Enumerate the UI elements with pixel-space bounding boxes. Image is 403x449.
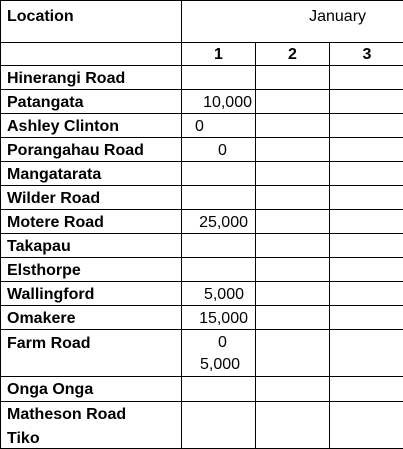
location-cell: Elsthorpe: [1, 258, 182, 282]
day-2-header: 2: [256, 43, 330, 66]
value-cell: [256, 162, 330, 186]
table-row: [1, 402, 403, 449]
value-cell: [182, 402, 256, 449]
location-cell: Omakere: [1, 306, 182, 330]
value-cell: 25,000: [182, 210, 256, 234]
value-cell: [330, 162, 403, 186]
table-row: [1, 66, 403, 90]
value-cell: [256, 258, 330, 282]
value-cell: [330, 282, 403, 306]
value-cell: 10,000: [182, 90, 256, 114]
table-row: [1, 210, 403, 234]
value-cell: [330, 138, 403, 162]
location-cell: Mangatarata: [1, 162, 182, 186]
value-cell: [256, 234, 330, 258]
location-cell: Takapau: [1, 234, 182, 258]
value-cell: [330, 330, 403, 377]
location-cell: Ashley Clinton: [1, 114, 182, 138]
location-cell: Hinerangi Road: [1, 66, 182, 90]
value-cell: [182, 66, 256, 90]
table-row: [1, 138, 403, 162]
value-cell: [256, 282, 330, 306]
day-1-header: 1: [182, 43, 256, 66]
value-line: 0: [182, 332, 255, 354]
location-cell: Farm Road: [1, 330, 182, 377]
value-cell: [256, 306, 330, 330]
value-cell: [330, 186, 403, 210]
value-cell: [182, 162, 256, 186]
table-row: [1, 282, 403, 306]
value-cell: [330, 210, 403, 234]
value-cell: [256, 330, 330, 377]
value-cell: [330, 306, 403, 330]
location-cell: Wallingford: [1, 282, 182, 306]
value-cell: [182, 377, 256, 402]
location-line: Tiko: [7, 429, 181, 448]
location-cell: Porangahau Road: [1, 138, 182, 162]
location-cell: Wilder Road: [1, 186, 182, 210]
value-cell: [256, 90, 330, 114]
value-cell: [256, 66, 330, 90]
header-row-days: [1, 43, 403, 66]
value-cell: [330, 90, 403, 114]
value-cell: [330, 402, 403, 449]
day-3-header: 3: [330, 43, 403, 66]
value-cell: [256, 210, 330, 234]
value-cell: 5,000: [182, 282, 256, 306]
location-cell: Motere Road: [1, 210, 182, 234]
value-cell: [182, 234, 256, 258]
location-cell: [1, 402, 182, 449]
value-cell: [256, 114, 330, 138]
table-row: [1, 186, 403, 210]
table-row: [1, 114, 403, 138]
table-row: [1, 234, 403, 258]
value-cell: [182, 258, 256, 282]
value-cell: 0: [182, 138, 256, 162]
value-cell: [330, 234, 403, 258]
value-cell: 15,000: [182, 306, 256, 330]
value-cell: [256, 377, 330, 402]
location-header: Location: [1, 1, 182, 43]
table-row: [1, 258, 403, 282]
value-line: 5,000: [182, 354, 255, 376]
location-cell: Onga Onga: [1, 377, 182, 402]
value-cell: 0: [182, 114, 256, 138]
value-cell: [182, 330, 256, 377]
table-row: [1, 330, 403, 377]
table-row: [1, 162, 403, 186]
header-row-month: [1, 1, 403, 43]
value-cell: [256, 186, 330, 210]
table-row: [1, 90, 403, 114]
location-cell: Patangata: [1, 90, 182, 114]
value-cell: [182, 186, 256, 210]
value-cell: [256, 402, 330, 449]
table-row: [1, 377, 403, 402]
value-cell: [330, 258, 403, 282]
empty-header-cell: [1, 43, 182, 66]
location-line: Matheson Road: [7, 405, 181, 424]
table-row: [1, 306, 403, 330]
value-cell: [330, 66, 403, 90]
value-cell: [330, 114, 403, 138]
value-cell: [256, 138, 330, 162]
value-cell: [330, 377, 403, 402]
month-header: January: [182, 1, 403, 43]
